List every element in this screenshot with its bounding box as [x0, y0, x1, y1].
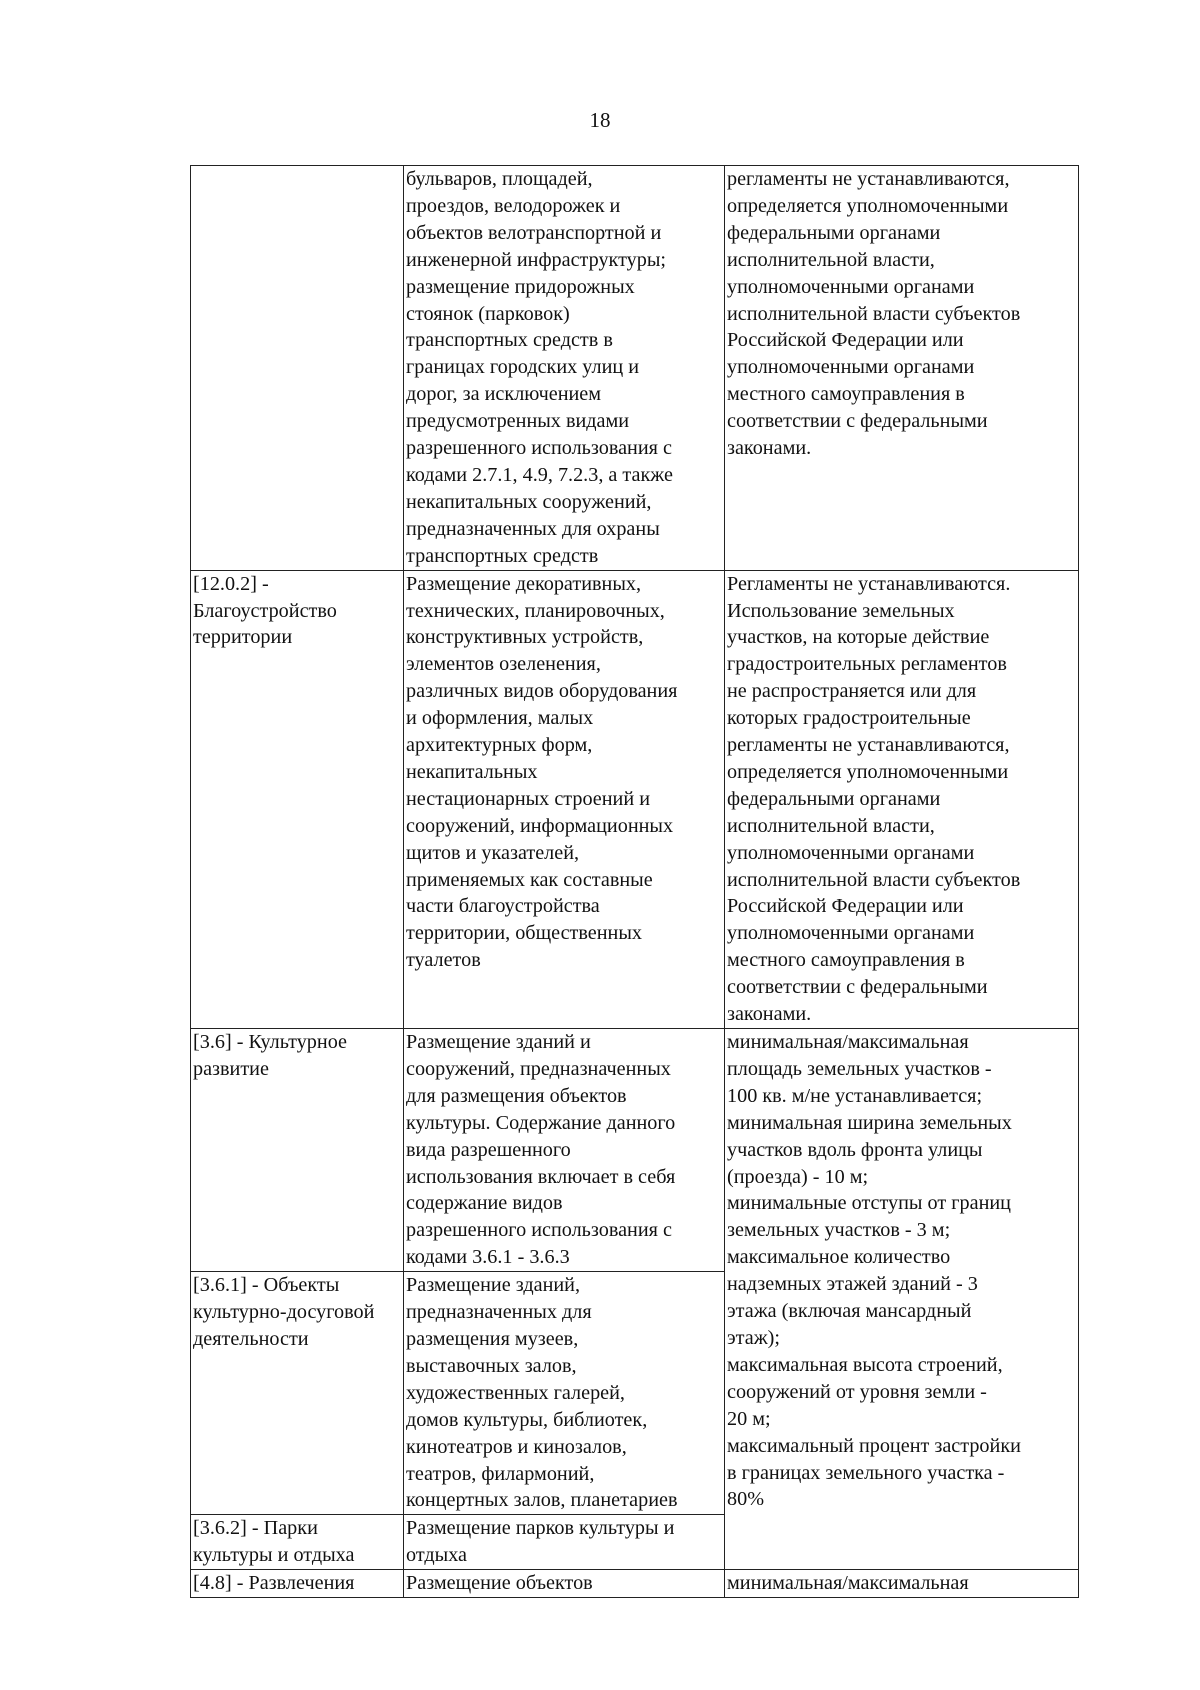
table-cell-code: [4.8] - Развлечения — [191, 1570, 404, 1598]
table-cell-code: [3.6.1] - Объекты культурно-досуговой деятельности — [191, 1272, 404, 1515]
table-cell-code: [3.6.2] - Парки культуры и отдыха — [191, 1515, 404, 1570]
table-row — [191, 570, 1079, 1028]
regulations-table — [190, 165, 1079, 1598]
table-row — [191, 1029, 1079, 1272]
table-cell-code: [3.6] - Культурное развитие — [191, 1029, 404, 1272]
table-row — [191, 1570, 1079, 1598]
table-cell-description: Размещение объектов — [404, 1570, 725, 1598]
table-cell-description: Размещение парков культуры и отдыха — [404, 1515, 725, 1570]
table-cell-description: бульваров, площадей, проездов, велодорожек и объектов велотранспортной и инженерной инфраструктуры; размещение придорожных стоянок (парковок) транспортных средств в границах городских улиц и дорог, за исключением предусмотренных видами разрешенного использования с кодами 2.7.1, 4.9, 7.2.3, а также некапитальных сооружений, предназначенных для охраны транспортных средств — [404, 166, 725, 571]
table-cell-parameters: минимальная/максимальная — [725, 1570, 1079, 1598]
table-cell-parameters: регламенты не устанавливаются, определяется уполномоченными федеральными органами исполнительной власти, уполномоченными органами исполнительной власти субъектов Российской Федерации или уполномоченными органами местного самоуправления в соответствии с федеральными законами. — [725, 166, 1079, 571]
table-cell-description: Размещение зданий, предназначенных для размещения музеев, выставочных залов, художественных галерей, домов культуры, библиотек, кинотеатров и кинозалов, театров, филармоний, концертных залов, планетариев — [404, 1272, 725, 1515]
table-cell-description: Размещение декоративных, технических, планировочных, конструктивных устройств, элементов озеленения, различных видов оборудования и оформления, малых архитектурных форм, некапитальных нестационарных строений и сооружений, информационных щитов и указателей, применяемых как составные части благоустройства территории, общественных туалетов — [404, 570, 725, 1028]
table-cell-parameters: Регламенты не устанавливаются. Использование земельных участков, на которые действие градостроительных регламентов не распространяется или для которых градостроительные регламенты не устанавливаются, определяется уполномоченными федеральными органами исполнительной власти, уполномоченными органами исполнительной власти субъектов Российской Федерации или уполномоченными органами местного самоуправления в соответствии с федеральными законами. — [725, 570, 1079, 1028]
table-cell-code — [191, 166, 404, 571]
table-cell-code: [12.0.2] - Благоустройство территории — [191, 570, 404, 1028]
table-cell-description: Размещение зданий и сооружений, предназначенных для размещения объектов культуры. Содержание данного вида разрешенного использования включает в себя содержание видов разрешенного использования с кодами 3.6.1 - 3.6.3 — [404, 1029, 725, 1272]
table-row — [191, 166, 1079, 571]
table-cell-parameters: минимальная/максимальная площадь земельных участков - 100 кв. м/не устанавливается; минимальная ширина земельных участков вдоль фронта улицы (проезда) - 10 м; минимальные отступы от границ земельных участков - 3 м; максимальное количество надземных этажей зданий - 3 этажа (включая мансардный этаж); максимальная высота строений, сооружений от уровня земли - 20 м; максимальный процент застройки в границах земельного участка - 80% — [725, 1029, 1079, 1570]
page-number: 18 — [589, 108, 611, 132]
